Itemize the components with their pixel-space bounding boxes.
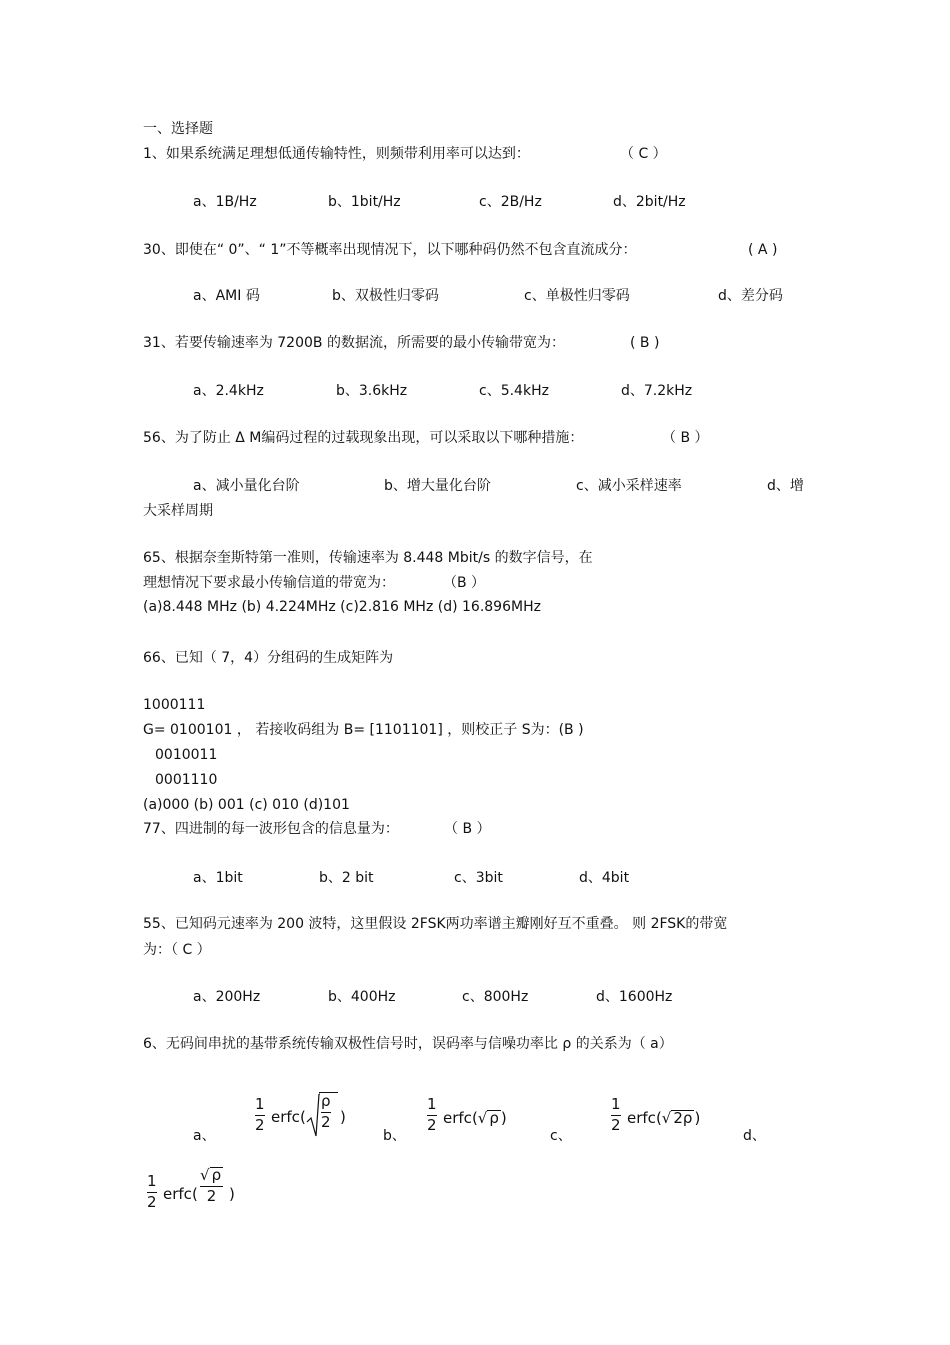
option-c: c、单极性归零码 [524,288,630,304]
fraction-half: 1 2 [255,1095,265,1134]
option-a: a、2.4kHz [193,383,264,399]
option-b: b、3.6kHz [336,383,408,399]
answer-77: （ B ） [444,821,491,837]
fraction-rho-over-2: ρ 2 [321,1092,331,1131]
question-56: 56、为了防止 Δ M编码过程的过载现象出现，可以采取以下哪种措施： [143,430,584,446]
fraction-half: 1 2 [147,1172,157,1211]
options-65: (a)8.448 MHz (b) 4.224MHz (c)2.816 MHz (d) 16.896MHz [143,599,541,615]
options-66: (a)000 (b) 001 (c) 010 (d)101 [143,797,350,813]
matrix-row-2: G= 0100101 ， 若接收码组为 B= [1101101] ，则校正子 S为：(B ) [143,722,584,738]
option-b: b、2 bit [319,870,374,886]
option-b: b、400Hz [328,989,396,1005]
answer-30: ( A ) [748,242,778,258]
question-55-line1: 55、已知码元速率为 200 波特，这里假设 2FSK两功率谱主瓣刚好互不重叠。 则 2FSK的带宽 [143,916,728,932]
option-d: d、增 [767,478,804,494]
option-d-continued: 大采样周期 [143,503,213,519]
formula-b: erfc(√ ρ ) [443,1109,507,1127]
formula-c: erfc(√ 2ρ ) [627,1109,701,1127]
answer-56: （ B ） [662,430,709,446]
question-65-line1: 65、根据奈奎斯特第一准则，传输速率为 8.448 Mbit/s 的数字信号，在 [143,550,593,566]
answer-1: （ C ） [620,146,667,162]
matrix-row-1: 1000111 [143,697,206,713]
option-d: d、差分码 [718,288,783,304]
option-c: c、3bit [454,870,503,886]
option-a: a、1bit [193,870,243,886]
option-a: a、200Hz [193,989,261,1005]
fraction-half: 1 2 [427,1095,437,1134]
matrix-row-3: 0010011 [155,747,218,763]
formula-d: erfc( [163,1185,198,1203]
formula-a: erfc( [271,1108,306,1126]
question-55-line2: 为：（ C ） [143,942,211,958]
question-6: 6、无码间串扰的基带系统传输双极性信号时，误码率与信噪功率比 ρ 的关系为（ a） [143,1036,673,1052]
option-a-label: a、 [193,1128,216,1144]
option-d-label: d、 [743,1128,766,1144]
option-d: d、7.2kHz [621,383,693,399]
fraction-sqrt-rho-over-2: √ ρ 2 [200,1166,222,1205]
question-1: 1、如果系统满足理想低通传输特性，则频带利用率可以达到： [143,146,530,162]
option-b: b、1bit/Hz [328,194,401,210]
option-a: a、减小量化台阶 [193,478,300,494]
question-65-line2: 理想情况下要求最小传输信道的带宽为： [143,575,395,591]
question-30: 30、即使在“ 0”、“ 1”不等概率出现情况下，以下哪种码仍然不包含直流成分： [143,242,637,258]
option-c: c、2B/Hz [479,194,542,210]
option-d: d、2bit/Hz [613,194,686,210]
close-paren: ) [229,1185,235,1203]
option-c: c、800Hz [462,989,529,1005]
option-b: b、双极性归零码 [332,288,439,304]
option-d: d、1600Hz [596,989,673,1005]
answer-65: （B ） [443,575,486,591]
option-c-label: c、 [550,1128,572,1144]
section-title: 一、选择题 [143,121,213,137]
fraction-half: 1 2 [611,1095,621,1134]
option-c: c、5.4kHz [479,383,549,399]
question-66: 66、已知（ 7，4）分组码的生成矩阵为 [143,650,394,666]
option-c: c、减小采样速率 [576,478,682,494]
sqrt-symbol [306,1092,320,1138]
answer-31: ( B ) [630,335,660,351]
question-77: 77、四进制的每一波形包含的信息量为： [143,821,399,837]
question-31: 31、若要传输速率为 7200B 的数据流，所需要的最小传输带宽为： [143,335,565,351]
option-b-label: b、 [383,1128,406,1144]
option-a: a、AMI 码 [193,288,260,304]
close-paren: ) [340,1108,346,1126]
option-a: a、1B/Hz [193,194,257,210]
option-d: d、4bit [579,870,630,886]
matrix-row-4: 0001110 [155,772,218,788]
option-b: b、增大量化台阶 [384,478,491,494]
